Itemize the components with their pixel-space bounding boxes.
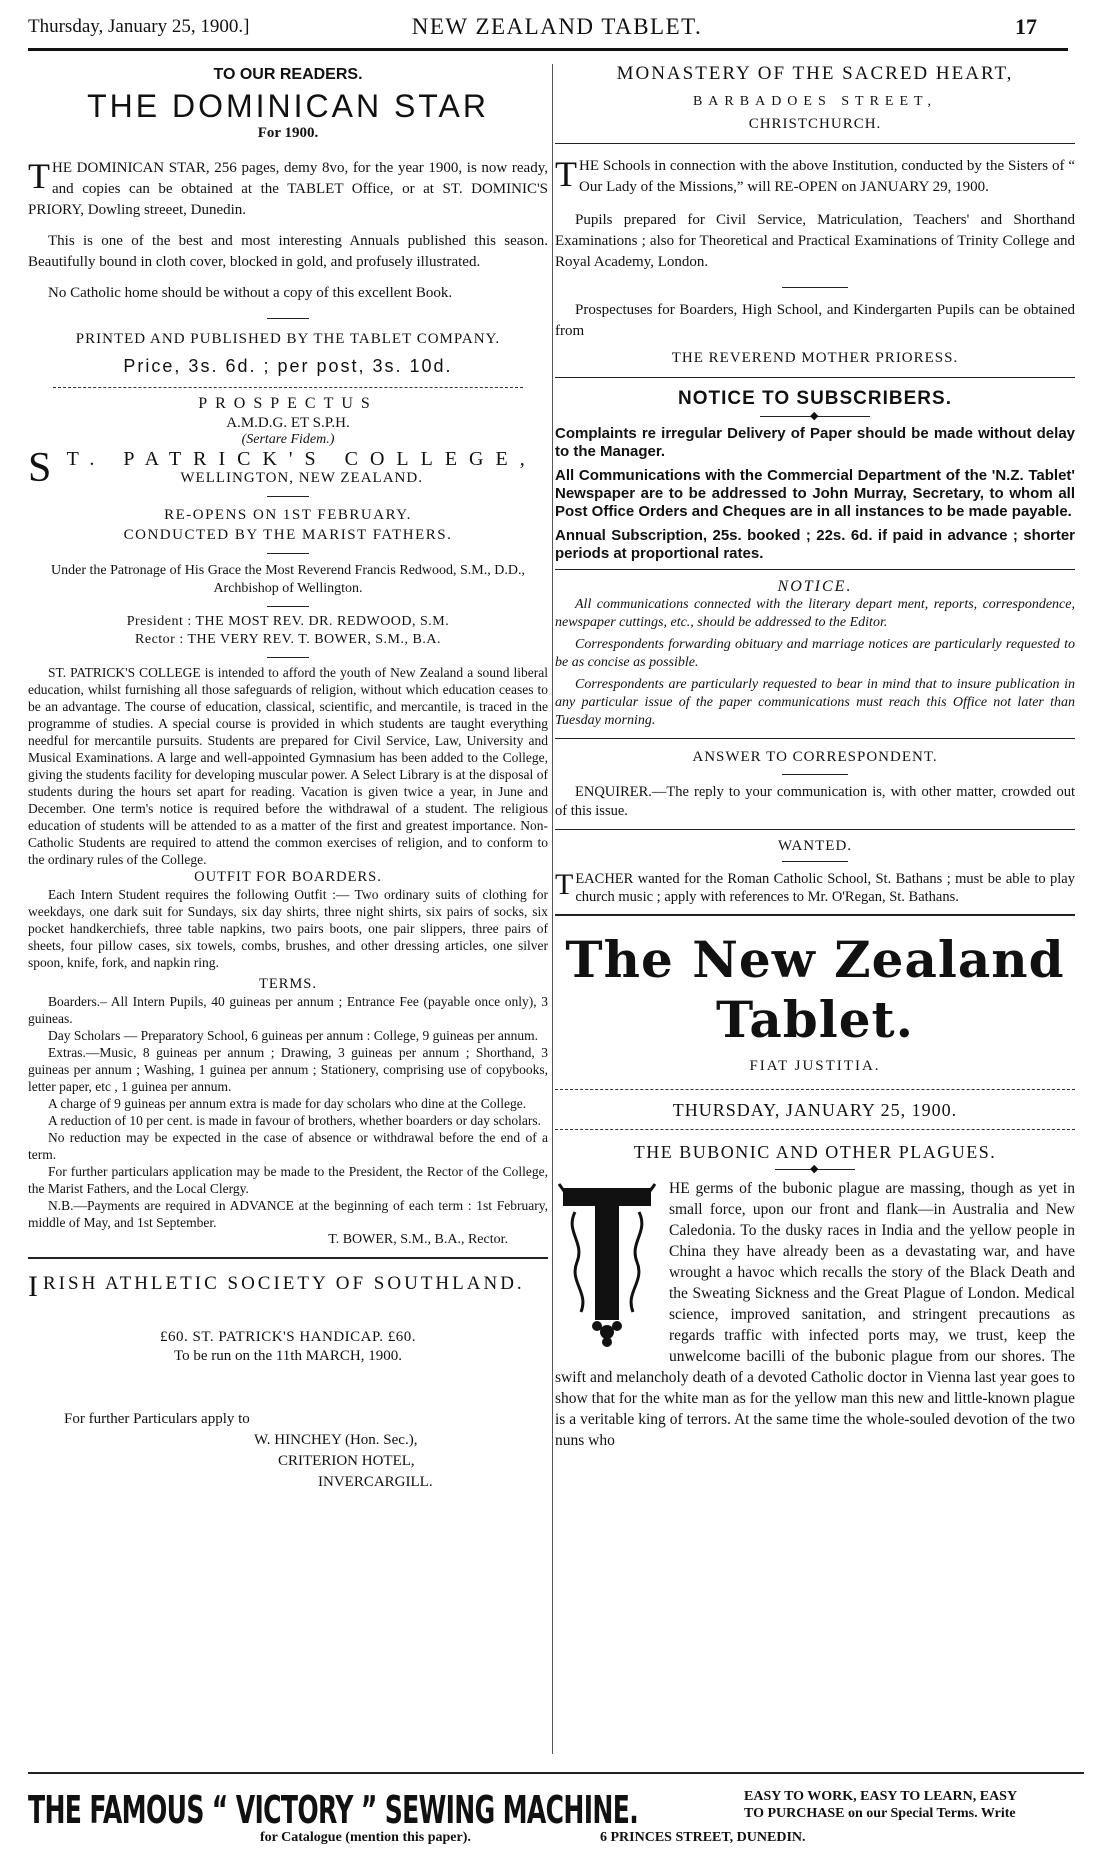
college-drop-cap: S: [28, 448, 52, 488]
enquirer-reply: ENQUIRER.—The reply to your communication is, with other matter, crowded out of this issue.: [555, 784, 1075, 819]
rector-signature: T. BOWER, S.M., B.A., Rector.: [328, 1232, 508, 1247]
advertisement-side-line-2: TO PURCHASE on our Special Terms. Write: [744, 1806, 1016, 1821]
conducted-line: CONDUCTED BY THE MARIST FATHERS.: [123, 527, 453, 543]
terms-extras: Extras.—Music, 8 guineas per annum ; Drawing, 3 guineas per annum ; Shorthand, 3 guineas per annum ; Washing, 1 guinea per annum ; Stationery, comprising use of copybooks, letter paper, etc , 1 guinea per annum.: [28, 1045, 548, 1094]
notice-obituary: Correspondents forwarding obituary and marriage notices are particularly requested to be as concise as possible.: [555, 637, 1075, 670]
notice-deadline: Correspondents are particularly requested to bear in mind that to insure publication in any particular issue of the paper communications must reach this Office not later than Tuesday morning.: [555, 677, 1075, 728]
outfit-body: Each Intern Student requires the following Outfit :— Two ordinary suits of clothing for weekdays, one dark suit for Sundays, six day shirts, three night shirts, six pairs of socks, six pocket handkerchiefs, three table napkins, two pairs boots, one pair slippers, three pairs of sheets, four pillow cases, six towels, combs, brushes, and other dressing articles, one silver spoon, knife, fork, and napkin ring.: [28, 887, 548, 970]
monastery-city: CHRISTCHURCH.: [748, 116, 882, 132]
pupils-paragraph: Pupils prepared for Civil Service, Matriculation, Teachers' and Shorthand Examinations ; also for Theoretical and Practical Examinations of Trinity College and Royal Academy, London.: [555, 212, 1075, 270]
advertisement-address: 6 PRINCES STREET, DUNEDIN.: [600, 1830, 806, 1845]
advertisement-headline: THE FAMOUS “ VICTORY ” SEWING MACHINE.: [28, 1788, 639, 1832]
monastery-heading: MONASTERY OF THE SACRED HEART,: [616, 63, 1014, 84]
section-rule: [782, 861, 848, 862]
terms-heading: TERMS.: [259, 976, 317, 992]
irish-society-heading: IRISH ATHLETIC SOCIETY OF SOUTHLAND.: [28, 1270, 525, 1303]
notice-complaints: Complaints re irregular Delivery of Paper should be made without delay to the Manager.: [555, 425, 1075, 460]
notice-literary: All communications connected with the literary depart ment, reports, correspondence, newspaper cuttings, etc., should be addressed to the Editor.: [555, 597, 1075, 630]
wanted-heading: WANTED.: [777, 838, 853, 854]
readers-heading: TO OUR READERS.: [213, 66, 363, 83]
terms-dinner-charge: A charge of 9 guineas per annum extra is made for day scholars who dine at the College.: [48, 1096, 527, 1111]
price-line: Price, 3s. 6d. ; per post, 3s. 10d.: [123, 356, 453, 376]
motto-line: FIAT JUSTITIA.: [749, 1058, 881, 1074]
terms-no-reduction: No reduction may be expected in the case of absence or withdrawal before the end of a term.: [28, 1130, 548, 1162]
page-number: 17: [1015, 14, 1037, 39]
irish-drop-cap: I: [28, 1270, 41, 1303]
issue-date-line: THURSDAY, JANUARY 25, 1900.: [555, 1089, 1075, 1121]
amdg-line: A.M.D.G. ET S.P.H.: [226, 415, 350, 431]
college-motto: (Sertare Fidem.): [241, 432, 335, 447]
handicap-line: £60. ST. PATRICK'S HANDICAP. £60.: [160, 1329, 416, 1345]
college-place: WELLINGTON, NEW ZEALAND.: [180, 470, 423, 486]
monastery-street: BARBADOES STREET,: [692, 94, 938, 109]
particulars-line: For further Particulars apply to: [64, 1411, 250, 1427]
section-rule: [267, 553, 309, 554]
plague-article-text: HE germs of the bubonic plague are massing, though as yet in small force, upon our front and flank—in Australia and New Caledonia. To the dusky races in India and the yellow people in China they have already been as a devastating war, and have wrought a havoc which recalls the story of the Black Death and the Sweating Sickness and the Great Plague of London. Medical science, improved sanitation, and stringent precautions as regards traffic with infected ports may, we trust, keep the unwelcome bacilli of the bubonic plague from our shores. The swift and melancholy death of a devoted Catholic doctor in Vienna last year goes to show that for the white man as for the yellow man this new and little-known plague is a veritable king of terrors. At the same time the whole-souled devotion of the two nuns who: [555, 1180, 1075, 1449]
section-rule: [28, 1257, 548, 1259]
section-rule: [555, 569, 1075, 570]
dashed-rule: [555, 1129, 1075, 1130]
issue-date: Thursday, January 25, 1900.]: [28, 16, 250, 37]
right-column: [555, 62, 1075, 1762]
dominican-star-paragraph-1: THE DOMINICAN STAR, 256 pages, demy 8vo, for the year 1900, is now ready, and copies can be obtained at the TABLET Office, or at ST. DOMINIC'S PRIORY, Dowling streeet, Dunedin.: [28, 156, 548, 218]
section-rule: [555, 377, 1075, 378]
section-rule: [267, 318, 309, 319]
masthead-rule: [28, 48, 1068, 51]
address-line-2: CRITERION HOTEL,: [278, 1453, 415, 1469]
left-column: [28, 62, 548, 1762]
section-rule: [555, 829, 1075, 830]
page-masthead: [0, 6, 1114, 56]
advertisement-catalogue-line: for Catalogue (mention this paper).: [260, 1830, 471, 1845]
college-body: ST. PATRICK'S COLLEGE is intended to afford the youth of New Zealand a sound liberal education, whilst furnishing all those safeguards of religion, without which education ceases to be an advantage. The course of education, classical, scientific, and mercantile, is traced in the programme of studies. A special course is provided in which students are taught everything needful for mercantile pursuits. Students are prepared for Civil Service, Law, University and Musical Examinations. A large and well-appointed Gymnasium has been added to the College, giving the students facility for developing muscular power. A Select Library is at the disposal of students during the hours set apart for reading. Vacation is given twice a year, in June and December. One term's notice is required before the withdrawal of a student. The religious education of students will be attended to as a matter of the first and greatest importance. Non-Catholic Students are required to attend the common exercises of religion, and to conform to the ordinary rules of the College.: [28, 665, 548, 867]
notice-to-subscribers-heading: NOTICE TO SUBSCRIBERS.: [678, 388, 952, 409]
dominican-star-year: For 1900.: [257, 125, 319, 141]
printed-by-line: PRINTED AND PUBLISHED BY THE TABLET COMPANY.: [75, 331, 501, 347]
notice-communications: All Communications with the Commercial Department of the 'N.Z. Tablet' Newspaper are to be addressed to John Murray, Secretary, to whom all Post Office Orders and Cheques are in all instances to be made payable.: [555, 467, 1075, 520]
newspaper-nameplate: The New Zealand Tablet.: [565, 930, 1065, 1049]
sewing-machine-advertisement: [28, 1772, 1084, 1854]
diamond-icon: ◆: [810, 1163, 819, 1175]
section-rule: [267, 657, 309, 658]
outfit-heading: OUTFIT FOR BOARDERS.: [194, 869, 382, 885]
column-divider: [552, 64, 553, 1754]
president-line: President : THE MOST REV. DR. REDWOOD, S.M.: [126, 614, 450, 629]
dashed-rule: [53, 387, 523, 388]
reopens-line: RE-OPENS ON 1ST FEBRUARY.: [164, 507, 412, 523]
address-line-3: INVERCARGILL.: [318, 1474, 433, 1490]
run-date-line: To be run on the 11th MARCH, 1900.: [174, 1348, 402, 1364]
notice-subscription: Annual Subscription, 25s. booked ; 22s. 6d. if paid in advance ; shorter periods at proportional rates.: [555, 527, 1075, 562]
section-rule: [555, 143, 1075, 144]
prioress-line: THE REVEREND MOTHER PRIORESS.: [671, 350, 959, 366]
dominican-star-paragraph-2: This is one of the best and most interesting Annuals published this season. Beautifully bound in cloth cover, blocked in gold, and profusely illustrated.: [28, 233, 548, 270]
section-rule: [267, 606, 309, 607]
terms-payments: N.B.—Payments are required in ADVANCE at the beginning of each term : 1st February, middle of May, and 1st September.: [28, 1198, 548, 1230]
notice-heading: NOTICE.: [777, 578, 853, 595]
teacher-wanted: TEACHER wanted for the Roman Catholic School, St. Bathans ; must be able to play church music ; apply with references to Mr. O'Regan, St. Bathans.: [555, 868, 1075, 905]
schools-drop-cap: T: [555, 154, 577, 194]
dominican-star-paragraph-3: No Catholic home should be without a copy of this excellent Book.: [48, 285, 453, 301]
section-rule: [782, 287, 848, 288]
terms-reduction: A reduction of 10 per cent. is made in favour of brothers, whether boarders or day scholars.: [48, 1113, 541, 1128]
prospectuses-paragraph: Prospectuses for Boarders, High School, and Kindergarten Pupils can be obtained from: [555, 302, 1075, 339]
drop-cap: T: [28, 156, 50, 196]
ornamental-initial-icon: [555, 1182, 659, 1350]
address-line-1: W. HINCHEY (Hon. Sec.),: [254, 1432, 418, 1448]
patronage-line: Under the Patronage of His Grace the Most Reverend Francis Redwood, S.M., D.D., Archbishop of Wellington.: [51, 563, 525, 596]
section-rule: [782, 774, 848, 775]
college-heading: [28, 448, 548, 488]
plague-article-heading: THE BUBONIC AND OTHER PLAGUES.: [633, 1142, 997, 1162]
teacher-drop-cap: T: [555, 868, 574, 901]
terms-particulars: For further particulars application may be made to the President, the Rector of the College, the Marist Fathers, and the Local Clergy.: [28, 1164, 548, 1196]
section-rule: [555, 738, 1075, 739]
terms-day-scholars: Day Scholars — Preparatory School, 6 guineas per annum : College, 9 guineas per annum.: [48, 1028, 539, 1043]
advertisement-side-line-1: EASY TO WORK, EASY TO LEARN, EASY: [744, 1789, 1018, 1804]
publication-title: NEW ZEALAND TABLET.: [411, 14, 703, 39]
section-rule: [267, 496, 309, 497]
diamond-rule: [760, 410, 870, 422]
ornamental-initial: [555, 1182, 659, 1350]
answer-heading: ANSWER TO CORRESPONDENT.: [692, 749, 938, 765]
terms-boarders: Boarders.– All Intern Pupils, 40 guineas per annum ; Entrance Fee (payable once only), 3 guineas.: [28, 994, 548, 1026]
plague-article-body: [555, 1178, 1075, 1451]
advertisement-side-text: [744, 1788, 1104, 1822]
dominican-star-heading: THE DOMINICAN STAR: [87, 88, 489, 124]
diamond-icon: ◆: [810, 410, 819, 422]
diamond-rule: [775, 1163, 855, 1175]
prospectus-heading: PROSPECTUS: [198, 395, 378, 412]
schools-paragraph: THE Schools in connection with the above Institution, conducted by the Sisters of “ Our Lady of the Missions,” will RE-OPEN on JANUARY 29, 1900.: [555, 154, 1075, 195]
college-name: T. PATRICK'S COLLEGE,: [66, 448, 537, 470]
section-rule: [555, 914, 1075, 916]
rector-line: Rector : THE VERY REV. T. BOWER, S.M., B.A.: [135, 632, 441, 647]
